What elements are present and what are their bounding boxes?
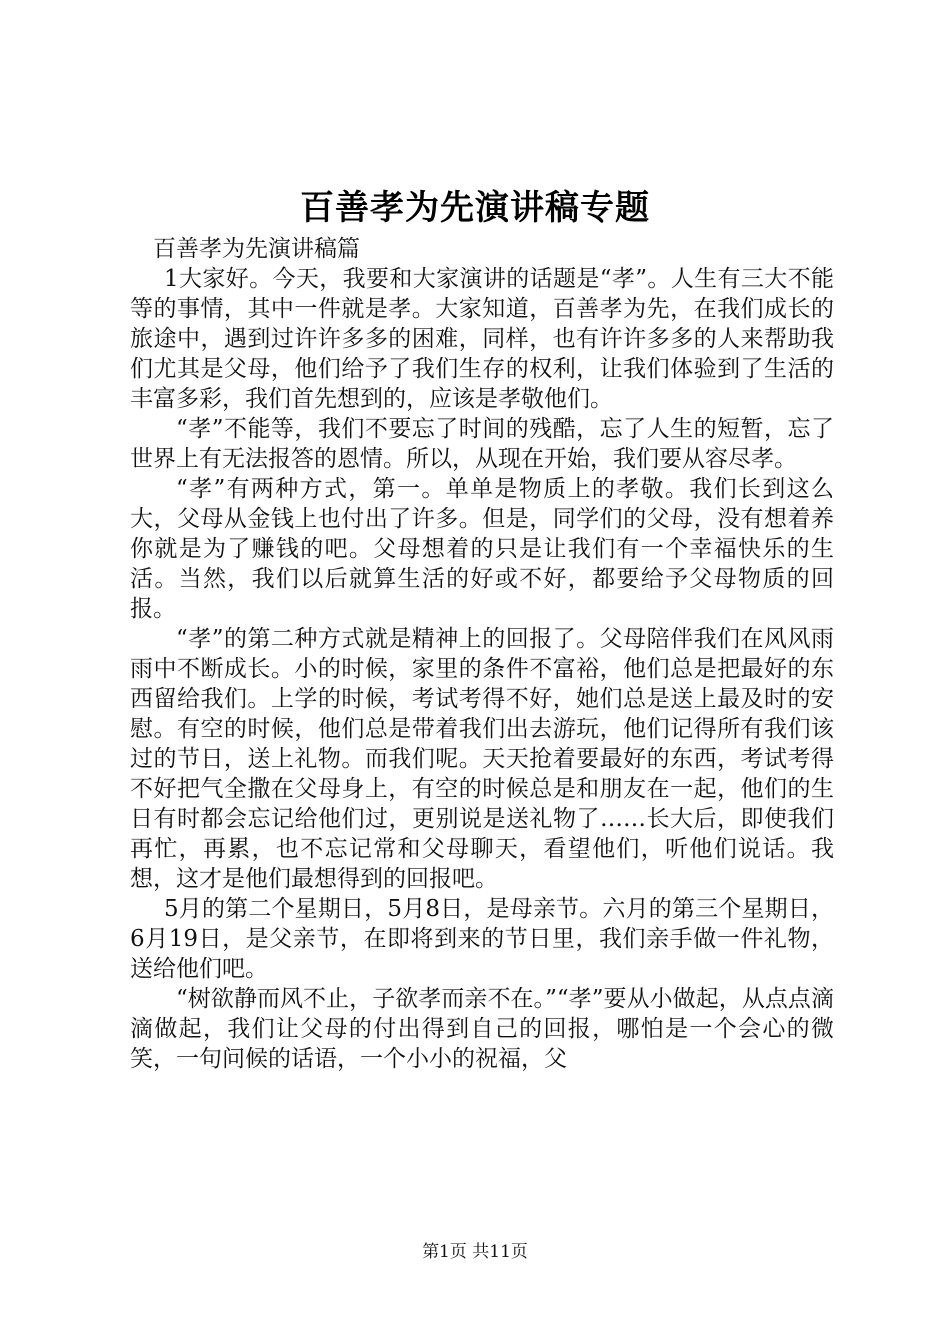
page-number-footer: 第1页 共11页 — [422, 1242, 528, 1262]
paragraph-6: “树欲静而风不止，子欲孝而亲不在。”“孝”要从小做起，从点点滴滴做起，我们让父母的付出得到自己的回报，哪怕是一个会心的微笑，一句问候的话语，一个小小的祝福，父 — [130, 986, 834, 1072]
document-subheading: 百善孝为先演讲稿篇 — [153, 236, 360, 262]
paragraph-5: 5月的第二个星期日，5月8日，是母亲节。六月的第三个星期日，6月19日，是父亲节，在即将到来的节日里，我们亲手做一件礼物，送给他们吧。 — [130, 896, 834, 982]
paragraph-1: 1大家好。今天，我要和大家演讲的话题是“孝”。人生有三大不能等的事情，其中一件就是孝。大家知道，百善孝为先，在我们成长的旅途中，遇到过许许多多的困难，同样，也有许许多多的人来帮助我们尤其是父母，他们给予了我们生存的权利，让我们体验到了生活的丰富多彩，我们首先想到的，应该是孝敬他们。 — [130, 266, 834, 412]
document-title: 百善孝为先演讲稿专题 — [300, 188, 650, 228]
paragraph-2: “孝”不能等，我们不要忘了时间的残酷，忘了人生的短暂，忘了世界上有无法报答的恩情。所以，从现在开始，我们要从容尽孝。 — [130, 416, 834, 472]
paragraph-4: “孝”的第二种方式就是精神上的回报了。父母陪伴我们在风风雨雨中不断成长。小的时候，家里的条件不富裕，他们总是把最好的东西留给我们。上学的时候，考试考得不好，她们总是送上最及时的安慰。有空的时候，他们总是带着我们出去游玩，他们记得所有我们该过的节日，送上礼物。而我们呢。天天抢着要最好的东西，考试考得不好把气全撒在父母身上，有空的时候总是和朋友在一起，他们的生日有时都会忘记给他们过，更别说是送礼物了……长大后，即使我们再忙，再累，也不忘记常和父母聊天，看望他们，听他们说话。我想，这才是他们最想得到的回报吧。 — [130, 626, 834, 892]
document-body — [130, 234, 834, 1074]
paragraph-3: “孝”有两种方式，第一。单单是物质上的孝敬。我们长到这么大，父母从金钱上也付出了许多。但是，同学们的父母，没有想着养你就是为了赚钱的吧。父母想着的只是让我们有一个幸福快乐的生活。当然，我们以后就算生活的好或不好，都要给予父母物质的回报。 — [130, 476, 834, 622]
